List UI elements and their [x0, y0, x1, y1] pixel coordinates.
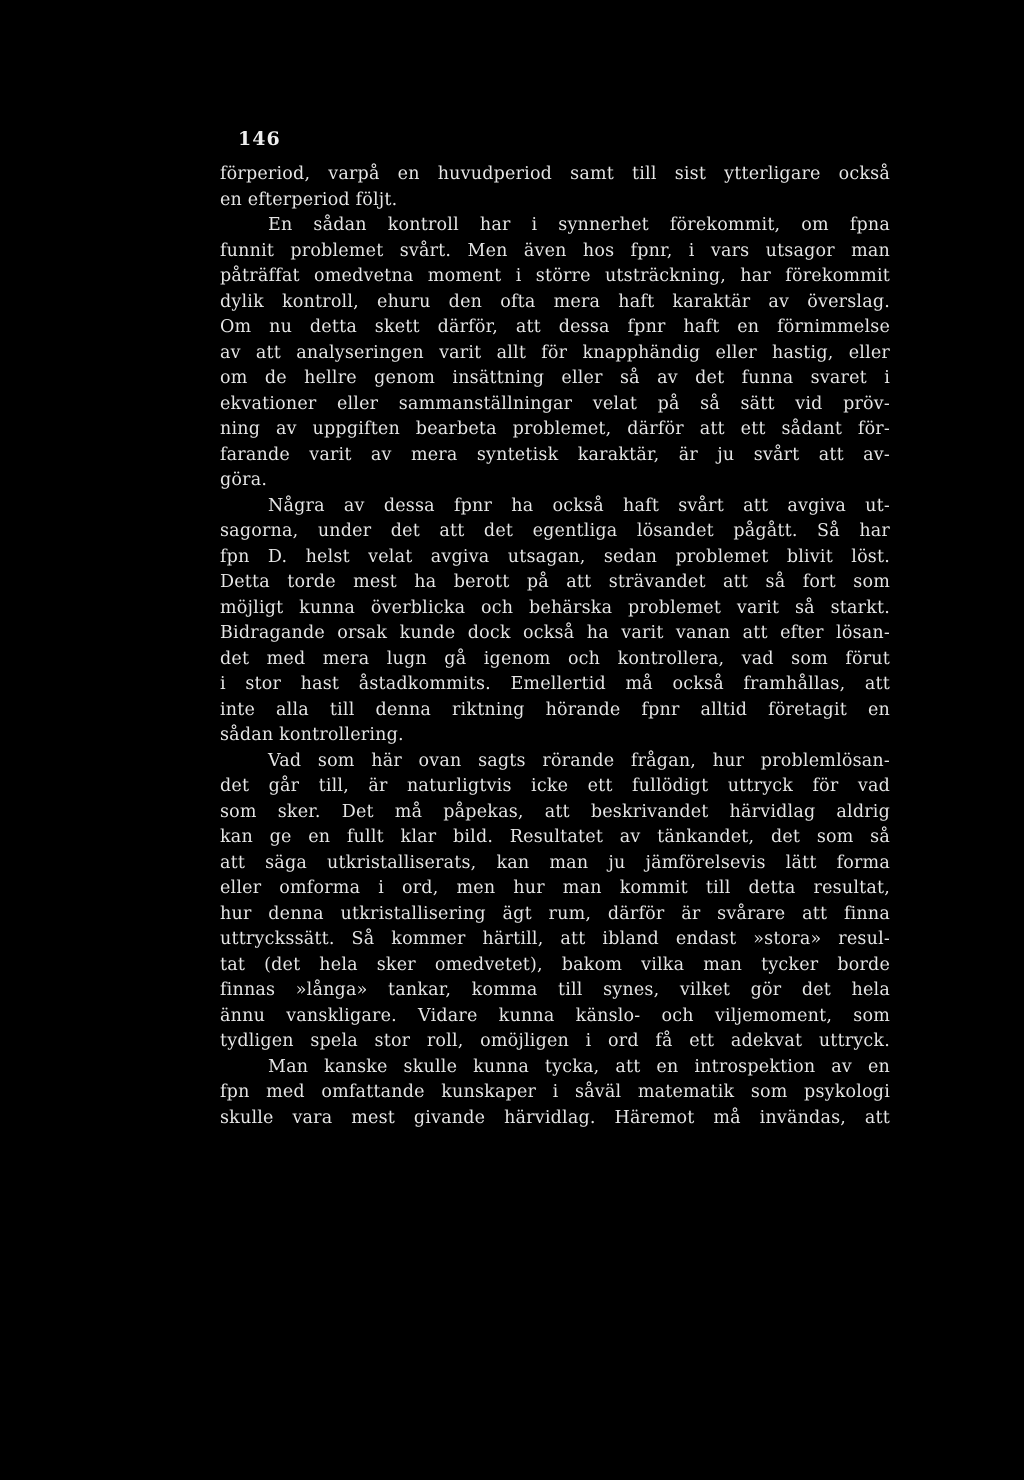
text-line: uttryckssätt. Så kommer härtill, att ibland endast »stora» resul- — [220, 929, 890, 949]
body-text — [220, 162, 890, 1131]
text-line: Bidragande orsak kunde dock också ha varit vanan att efter lösan- — [220, 623, 890, 643]
text-line: förperiod, varpå en huvudperiod samt till sist ytterligare också — [220, 164, 890, 184]
text-line: påträffat omedvetna moment i större utsträckning, har förekommit — [220, 266, 890, 286]
text-line: En sådan kontroll har i synnerhet förekommit, om fpna — [268, 215, 890, 235]
text-line: inte alla till denna riktning hörande fpnr alltid företagit en — [220, 699, 890, 720]
text-line: möjligt kunna överblicka och behärska problemet varit så starkt. — [220, 597, 890, 618]
text-line: farande varit av mera syntetisk karaktär, är ju svårt att av- — [220, 444, 890, 465]
text-line: skulle vara mest givande härvidlag. Häremot må invändas, att — [220, 1107, 890, 1128]
text-line: ekvationer eller sammanställningar velat på så sätt vid pröv- — [220, 393, 890, 414]
text-line: i stor hast åstadkommits. Emellertid må också framhållas, att — [220, 674, 890, 694]
text-line: av att analyseringen varit allt för knapphändig eller hastig, eller — [220, 342, 890, 363]
text-line: göra. — [220, 470, 268, 490]
text-line: ning av uppgiften bearbeta problemet, därför att ett sådant för- — [220, 419, 890, 439]
text-line: sagorna, under det att det egentliga lösandet pågått. Så har — [220, 521, 890, 541]
text-line: ännu vanskligare. Vidare kunna känslo- och viljemoment, som — [220, 1005, 890, 1026]
text-line: hur denna utkristallisering ägt rum, därför är svårare att finna — [220, 903, 890, 924]
page-number: 146 — [238, 128, 281, 150]
text-line: eller omforma i ord, men hur man kommit till detta resultat, — [220, 878, 890, 898]
text-line: sådan kontrollering. — [220, 725, 404, 745]
text-line: att säga utkristalliserats, kan man ju jämförelsevis lätt forma — [220, 852, 890, 873]
text-line: funnit problemet svårt. Men även hos fpnr, i vars utsagor man — [220, 240, 890, 261]
text-line: som sker. Det må påpekas, att beskrivandet härvidlag aldrig — [220, 801, 890, 822]
text-line: Detta torde mest ha berott på att strävandet att så fort som — [220, 572, 890, 592]
text-line: kan ge en fullt klar bild. Resultatet av tänkandet, det som så — [220, 827, 890, 847]
text-line: Man kanske skulle kunna tycka, att en introspektion av en — [268, 1056, 890, 1077]
text-line: fpn med omfattande kunskaper i såväl matematik som psykologi — [220, 1082, 890, 1102]
text-line: om de hellre genom insättning eller så av det funna svaret i — [220, 368, 890, 388]
text-line: dylik kontroll, ehuru den ofta mera haft karaktär av överslag. — [220, 291, 890, 312]
text-line: Några av dessa fpnr ha också haft svårt att avgiva ut- — [268, 495, 890, 516]
text-line: en efterperiod följt. — [220, 189, 398, 210]
text-line: fpn D. helst velat avgiva utsagan, sedan problemet blivit löst. — [220, 546, 890, 567]
text-line: Om nu detta skett därför, att dessa fpnr haft en förnimmelse — [220, 317, 890, 337]
text-line: det med mera lugn gå igenom och kontrollera, vad som förut — [220, 648, 890, 669]
text-line: finnas »långa» tankar, komma till synes, vilket gör det hela — [220, 980, 890, 1000]
text-line: det går till, är naturligtvis icke ett fullödigt uttryck för vad — [220, 776, 890, 796]
text-line: Vad som här ovan sagts rörande frågan, hur problemlösan- — [268, 750, 890, 771]
text-line: tydligen spela stor roll, omöjligen i ord få ett adekvat uttryck. — [220, 1031, 890, 1051]
text-line: tat (det hela sker omedvetet), bakom vilka man tycker borde — [220, 954, 890, 975]
